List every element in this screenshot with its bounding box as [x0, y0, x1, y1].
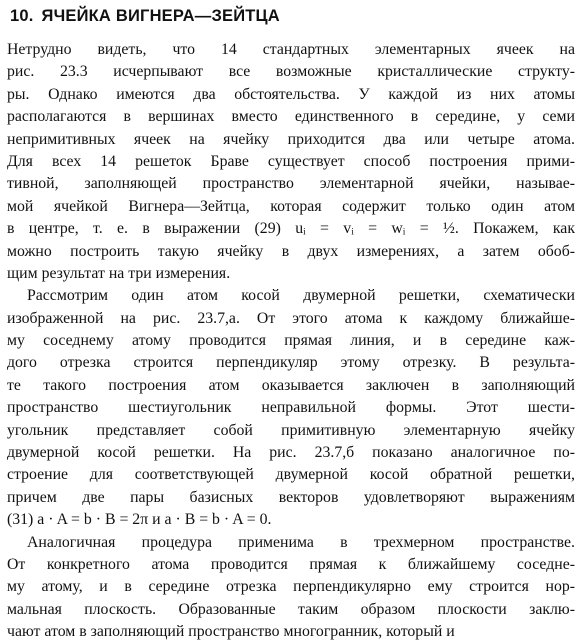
text-line: можно построить такую ячейку в двух измерениях, а затем обоб- — [7, 242, 575, 260]
section-number: 10. — [10, 7, 34, 25]
text-line: ры. Однако имеются два обстоятельства. У каждой из них атомы — [7, 85, 575, 103]
text-line: Нетрудно видеть, что 14 стандартных элементарных ячеек на — [7, 41, 575, 58]
text-line: пространство шестиугольник неправильной формы. Этот шести- — [7, 399, 575, 417]
text-line: му соседнему атому проводится прямая линия, и в середине каж- — [7, 332, 575, 350]
text-line: угольник представляет собой примитивную элементарную ячейку — [7, 421, 575, 439]
text-line: те такого построения атом оказывается заключен в заполняющий — [7, 376, 575, 394]
text-line: Аналогичная процедура применима в трехмерном пространстве. — [27, 533, 575, 551]
text-line: (31) a · A = b · B = 2π и a · B = b · A = 0. — [7, 511, 272, 529]
text-line: щим результат на три измерения. — [7, 264, 231, 282]
text-line: располагаются в вершинах вместо единственного в середине, у семи — [7, 108, 575, 126]
text-line: рис. 23.3 исчерпывают все возможные кристаллические структу- — [7, 63, 575, 81]
text-line: му атому, и в середине отрезка перпендикулярно ему строится нор- — [7, 578, 575, 596]
text-line: Для всех 14 решеток Браве существует способ построения прими- — [7, 152, 575, 170]
text-line: тивной, заполняющей пространство элементарной ячейки, называе- — [7, 175, 575, 193]
text-line: двумерной косой решетки. На рис. 23.7,б показано аналогичное по- — [7, 444, 575, 462]
text-line: мой ячейкой Вигнера—Зейтца, которая содержит только один атом — [7, 197, 575, 215]
text-line: в центре, т. е. в выражении (29) uᵢ = vᵢ = wᵢ = ½. Покажем, как — [7, 220, 575, 238]
text-line: От конкретного атома проводится прямая к ближайшему соседне- — [7, 555, 575, 573]
text-line: Рассмотрим один атом косой двумерной решетки, схематически — [27, 287, 575, 305]
section-heading — [10, 6, 575, 26]
text-line: изображенной на рис. 23.7,а. От этого атома к каждому ближайше- — [7, 309, 575, 327]
text-line: непримитивных ячеек на ячейку приходится два или четыре атома. — [7, 130, 575, 148]
paragraph — [7, 39, 575, 285]
text-line: чают атом в заполняющий пространство многогранник, который и — [7, 623, 455, 641]
body-text — [7, 39, 575, 644]
section-title: ЯЧЕЙКА ВИГНЕРА—ЗЕЙТЦА — [41, 7, 280, 25]
document-page — [7, 6, 575, 644]
text-line: мальная плоскость. Образованные таким образом плоскости заклю- — [7, 600, 575, 618]
text-line: причем две пары базисных векторов удовлетворяют выражениям — [7, 488, 575, 506]
text-line: строение для соответствующей двумерной косой обратной решетки, — [7, 466, 575, 484]
text-line: дого отрезка строится перпендикуляр этому отрезку. В результа- — [7, 354, 575, 372]
paragraph — [7, 285, 575, 531]
paragraph — [7, 532, 575, 644]
